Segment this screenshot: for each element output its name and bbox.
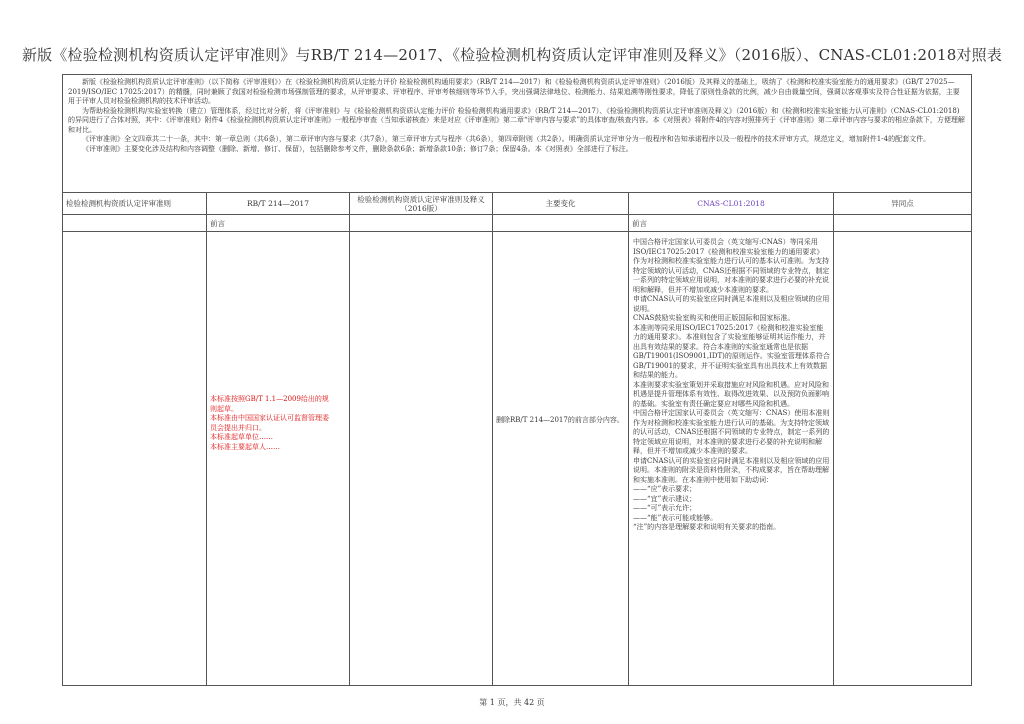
rbt-line: 本标准起草单位…… [210, 433, 273, 441]
rbt-line: 本标准主要起草人…… [210, 442, 280, 451]
cnas-paragraph: “注”的内容是理解要求和说明有关要求的指南。 [633, 523, 781, 531]
cnas-paragraph: ——“宜”表示建议； [633, 494, 697, 503]
cnas-paragraph: 中国合格评定国家认可委员会（英文缩写:CNAS）等同采用ISO/IEC17025:2017《检测和校准实验室能力的通用要求》作为对检测和校准实验室能力进行认可的基本认可准则。为支持特定领域的认可活动，CNAS还根据不同领域的专业特点，制定一系列的特定领域应用说明，对本准则的要求进行必要的补充说明和解释，但并不增加或减少本准则的要求。 [633, 238, 830, 294]
subheader-preface-rbt: 前言 [207, 215, 350, 232]
cnas-paragraph: CNAS鼓励实验室购买和使用正版国际和国家标准。 [633, 314, 795, 322]
cell-criteria [63, 232, 207, 685]
document-title: 新版《检验检测机构资质认定评审准则》与RB/T 214—2017、《检验检测机构资质认定评审准则及释义》（2016版）、CNAS-CL01:2018对照表 [21, 46, 1003, 64]
header-2016-edition: 检验检测机构资质认定评审准则及释义（2016版） [350, 193, 493, 215]
page-footer: 第 1 页，共 42 页 [479, 698, 545, 707]
cell-rbt-preface [207, 232, 350, 685]
subheader-preface-cnas: 前言 [629, 215, 834, 232]
intro-paragraph: 《评审准则》主要变化涉及结构和内容调整（删除、新增、修订、保留），包括删除参考文件，删除条款6条；新增条款10条；修订7条；保留4条。本《对照表》全部进行了标注。 [82, 144, 633, 153]
subheader-empty [350, 215, 493, 232]
cnas-paragraph: 申请CNAS认可的实验室应同时满足本准则以及相应领域的应用说明。 [633, 295, 830, 313]
cell-2016-edition [350, 232, 493, 685]
subheader-empty [63, 215, 207, 232]
cnas-paragraph: ——“能”表示可能或能够。 [633, 513, 718, 522]
cnas-paragraph: ——“应”表示要求； [633, 485, 697, 493]
header-differences: 异同点 [834, 193, 971, 215]
intro-paragraph: 《评审准则》全文四章共二十一条，其中：第一章总则（共6条），第二章评审内容与要求（共7条），第三章评审方式与程序（共6条），第四章附则（共2条）。明确资质认定评审分为一般程序和告知承诺程序以及一般程序的技术评审方式，规范定义，增加附件1-4的配套文件。 [82, 135, 931, 143]
cell-main-changes [493, 232, 629, 685]
header-main-changes: 主要变化 [493, 193, 629, 215]
intro-paragraph: 为帮助检验检测机构/实验室转换（建立）管理体系，经过比对分析，将《评审准则》与《检验检测机构资质认定能力评价 检验检测机构通用要求》（RB/T 214—2017）、《检验检测机构资质认定评审准则及释义》（2016版）和《检测和校准实验室能力认可准则》（CNAS-CL01:2018)的异同进行了合体对照，其中：《评审准则》附件4《检验检测机构资质认定评审准则》一般程序审查（当知承诺核查）来是对应《评审准则》第二章“评审内容与要求”的具体审查/核查内容。本《对照表》将附件4的内容对照排列于《评审准则》第二章评审内容与要求的相应条款下，方便理解和对比。 [68, 106, 965, 134]
cell-differences [834, 232, 971, 685]
cnas-paragraph: 申请CNAS认可的实验室应同时满足本准则以及相应领域的应用说明。本准则的附录是资料性附录，不构成要求，旨在帮助理解和实施本准则。在本准则中使用如下助动词： [633, 456, 830, 484]
cnas-paragraph: ——“可”表示允许； [633, 504, 697, 512]
intro-paragraph: 新版《检验检测机构资质认定评审准则》（以下简称《评审准则》）在《检验检测机构资质认定能力评价 检验检测机构通用要求》（RB/T 214—2017）和《检验检测机构资质认定评审准则》（2016版）及其释义的基础上，吸纳了《检测和校准实验室能力的通用要求》（GB/T 27025—2019/ISO/IEC 17025:2017）的精髓，同时兼顾了我国对检验检测市场强制管理的要求，从评审要求、评审程序、评审考核细则等环节入手，突出强调法律地位、检测能力、结果追溯等刚性要求，降低了原则性条款的比例，减少自由裁量空间，强调以客观事实及符合性证据为依据，主要用于评审人员对检验检测机构的技术评审活动。 [68, 78, 960, 105]
comparison-table [62, 74, 972, 686]
subheader-empty [834, 215, 971, 232]
rbt-preface-text [210, 395, 334, 452]
cell-cnas-preface [629, 232, 834, 685]
rbt-line: 本标准由中国国家认证认可监督管理委员会提出并归口。 [210, 414, 329, 432]
rbt-line: 本标准按照GB/T 1.1—2009给出的规则起草。 [210, 395, 329, 413]
cnas-paragraph: 本准则要求实验室策划并采取措施应对风险和机遇。应对风险和机遇是提升管理体系有效性、取得改进效果、以及预防负面影响的基础。实验室有责任确定要应对哪些风险和机遇。 [633, 380, 829, 408]
cnas-paragraph: 本准则等同采用ISO/IEC17025:2017《检测和校准实验室能力的通用要求》。本准则包含了实验室能够证明其运作能力，并出具有效结果的要求。符合本准则的实验室通常也是依据GB/T19001(ISO9001,IDT)的原则运作。实验室管理体系符合GB/T19001的要求，并不证明实验室具有出具技术上有效数据和结果的能力。 [633, 323, 830, 379]
header-rbt-214: RB/T 214—2017 [207, 193, 350, 215]
cnas-paragraph: 中国合格评定国家认可委员会（英文缩写：CNAS）使用本准则作为对检测和校准实验室能力进行认可的基础。为支持特定领域的认可活动，CNAS还根据不同领域的专业特点，制定一系列的特定领域应用说明，对本准则的要求进行必要的补充说明和解释，但并不增加或减少本准则的要求。 [633, 409, 830, 455]
intro-block [63, 75, 971, 193]
change-text: 删除RB/T 214—2017的前言部分内容。 [496, 416, 624, 424]
header-cnas-cl01: CNAS-CL01:2018 [629, 193, 834, 215]
subheader-empty [493, 215, 629, 232]
header-standard-criteria: 检验检测机构资质认定评审准则 [63, 193, 207, 215]
